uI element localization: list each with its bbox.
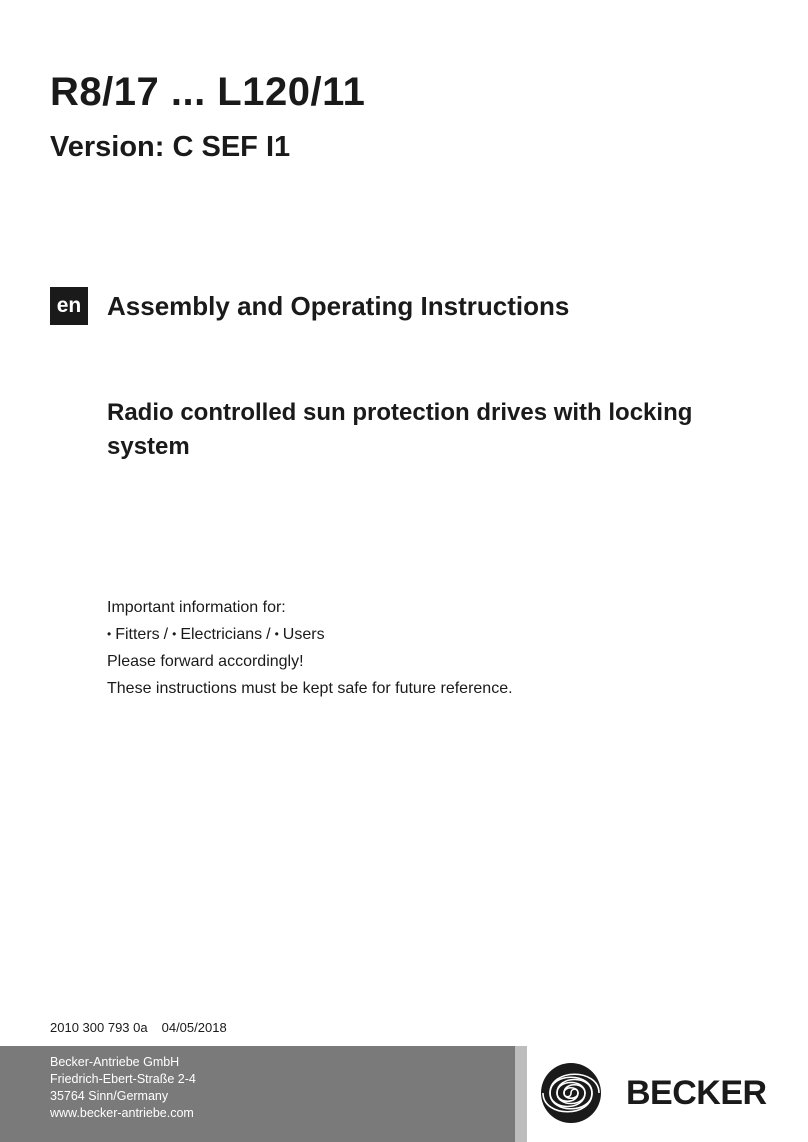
document-number: 2010 300 793 0a bbox=[50, 1020, 148, 1035]
bullet-icon: • bbox=[274, 627, 279, 641]
document-title: Assembly and Operating Instructions bbox=[107, 291, 570, 321]
separator: / bbox=[266, 626, 271, 643]
audience-electricians: Electricians bbox=[180, 626, 263, 643]
info-intro: Important information for: bbox=[107, 599, 286, 616]
language-badge: en bbox=[50, 287, 88, 325]
document-reference bbox=[50, 1021, 227, 1034]
audience-fitters: Fitters bbox=[115, 626, 160, 643]
company-name: Becker-Antriebe GmbH bbox=[50, 1055, 180, 1069]
document-date: 04/05/2018 bbox=[161, 1020, 227, 1035]
audience-users: Users bbox=[282, 626, 325, 643]
company-street: Friedrich-Ebert-Straße 2-4 bbox=[50, 1072, 196, 1086]
document-subtitle: Radio controlled sun protection drives with locking system bbox=[107, 399, 693, 460]
separator: / bbox=[163, 626, 169, 643]
audience-list bbox=[107, 621, 513, 648]
footer-strip bbox=[515, 1046, 527, 1142]
forward-note: Please forward accordingly! bbox=[107, 653, 304, 670]
important-info-block bbox=[107, 594, 513, 702]
version-title: Version: C SEF I1 bbox=[50, 131, 291, 163]
spiral-logo-icon bbox=[540, 1062, 602, 1124]
company-address bbox=[50, 1054, 196, 1122]
bullet-icon: • bbox=[172, 627, 177, 641]
brand-wordmark: BECKER bbox=[626, 1074, 767, 1112]
bullet-icon: • bbox=[107, 627, 112, 641]
company-website: www.becker-antriebe.com bbox=[50, 1106, 194, 1120]
keep-note: These instructions must be kept safe for future reference. bbox=[107, 680, 513, 697]
model-range-title: R8/17 ... L120/11 bbox=[50, 70, 366, 114]
company-city: 35764 Sinn/Germany bbox=[50, 1089, 169, 1103]
